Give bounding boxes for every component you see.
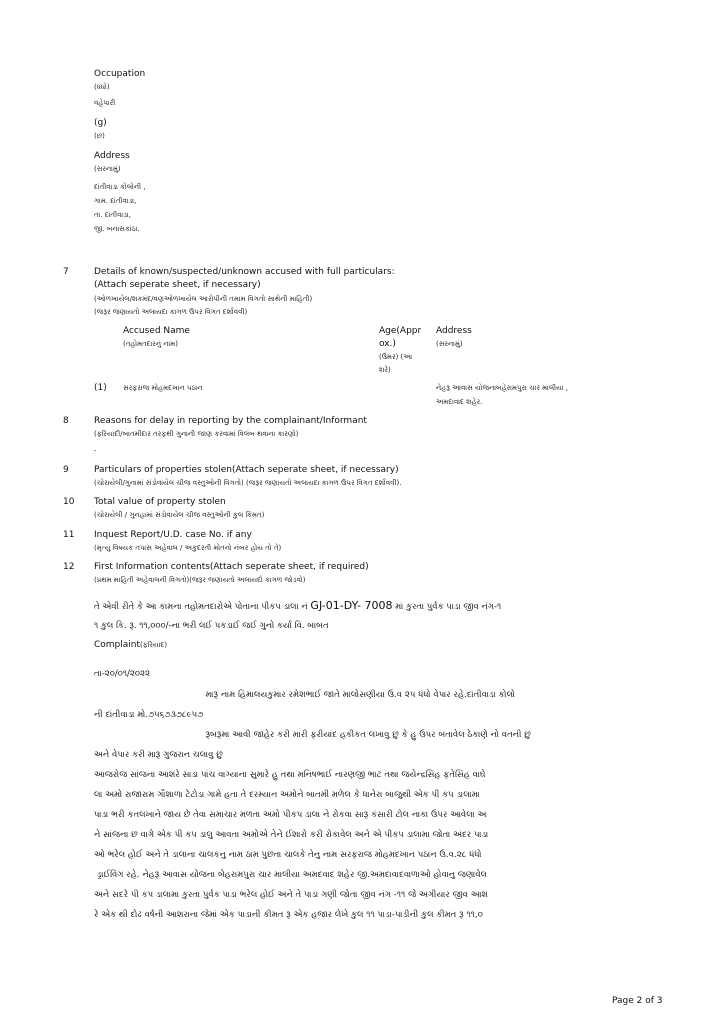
complaint-body-line: રે એક થી દોઢ વર્ષની આશરાના જેમાં એક પાડાની કીમત રૂ એક હજાર લેખે કુલ ૧૧ પાડા-પાડીની કુલ કીમત રૂ ૧૧,૦: [94, 909, 483, 919]
complaint-body-line: પાડા ભરી કતલખાને જાય છે તેવા સમાચાર મળતા અમો પીકપ ડાલા ને રોકવા સારૂ કંસારી ટોલ નાકા ઉપર આવેલા અ: [94, 809, 487, 819]
accused-name-header: Accused Name: [123, 326, 190, 336]
address-line: જી. બનાસકાંઠા.: [94, 225, 140, 233]
age-header: ox.): [379, 339, 396, 349]
section-8-value: -: [94, 447, 97, 455]
page-number: Page 2 of 3: [612, 996, 663, 1006]
section-8-number: 8: [63, 416, 69, 426]
age-header-gu: (ઉંમર) (આ: [379, 353, 413, 361]
accused-name: સરફરાજ મોહમદખાન પઠાન: [123, 384, 203, 392]
accused-address: નેહરૂ આવાસ યોજનાબહેરામપુરા ચાર માલીયા ,: [436, 384, 569, 392]
section-10-number: 10: [63, 497, 75, 507]
section-12-title: First Information contents(Attach seperate sheet, if required): [94, 562, 369, 572]
vehicle-number: GJ-01-DY- 7008: [310, 599, 393, 612]
occupation-value: વહેપારી: [94, 99, 116, 107]
accused-address: અમદાવાદ શહેર.: [436, 398, 483, 406]
section-9-gu: (ચોરાયેલી/ગુનામાં સંડોવાયેલ ચીજ વસ્તુઓની વિગતો) (જરૂર જણાયતો અલાયદા કાગળ ઉપર વિગત દર્શાવવી).: [94, 479, 402, 487]
section-12-number: 12: [63, 562, 75, 572]
complaint-body-line: ને સાંજના છ વાગે એક પી કપ ડાલુ આવતા અમોએ તેને ઈશારો કરી રોકાવેલ અને એ પીકપ ડાલામા જોતા અંદર પાડા: [94, 829, 489, 839]
section-8-gu: (ફરિયાદી/બાતમીદાર તરફથી ગુનાની જાણ કરવામાં વિલંબ થવાના કારણો): [94, 430, 299, 438]
accused-name-header-gu: (તહોમતદારનું નામ): [123, 340, 178, 348]
age-header-gu: શરે): [379, 366, 391, 374]
fir-summary-pre: તે એવી રીતે કે આ કામના તહોમતદારોએ પોતાના પીકપ ડાલા નં: [94, 602, 308, 612]
section-7-gu-2: (જરૂર જણાયતો અલાયદા કાગળ ઉપર વિગત દર્શાવવી): [94, 308, 248, 316]
complaint-body-line: ઓ ભરેલ હોઈ અને તે ડાલાના ચાલકનુ નામ ઠામ પુછતા ચાલકે તેનુ નામ સરફરાજ મોહમદખાન પઠાન ઉ.વ.૨૮ ધંધો: [94, 849, 482, 859]
fir-summary-line-1: [94, 599, 501, 613]
complaint-body-line: ડ્રાઈવિંગ રહે. નેહરૂ આવાસ યોજના બેહરામપુરા ચાર માલીયા અમદવાદ શહેર જી.અમદાવાદવાળાઓ હોવાનુ જણાવેલ: [94, 869, 488, 879]
section-7-gu-1: (ઓળખાયેલ/શકમંદ/વણઓળખાયેલ આરોપીની તમામ વિગતો સાથેની માહિતી): [94, 295, 313, 303]
address-line: ગામ. દાંતીવાડા,: [94, 197, 137, 205]
complaint-body-line: લા અમો રાજારામ ગૌશાળા ટેટોડા ગામે હતા તે દરમ્યાન અમોને બાતમી મળેલ કે ધાનેરા બાજુથી એક પી કપ ડાલામા: [94, 789, 480, 799]
complaint-body-line: અને વેપાર કરી મારૂ ગુજરાન ચલાવુ છુ: [94, 749, 223, 759]
age-header: Age(Appr: [379, 326, 422, 336]
g-field-label-gu: (છ): [94, 132, 105, 140]
section-10-gu: (ચોરાયેલી / ગુનહામાં સંડોવાયેલ ચીજ વસ્તુઓની કુલ કિંમત): [94, 511, 265, 519]
complaint-date: તા-૨૦/૦૧/૨૦૨૨: [94, 669, 150, 679]
occupation-label-gu: (ધંધો): [94, 83, 110, 91]
complaint-body: [94, 684, 694, 924]
section-7-subtitle: (Attach seperate sheet, if necessary): [94, 280, 261, 290]
complaint-label-gu: (ફરિયાદ): [140, 641, 168, 649]
complaint-body-line: અને સદરે પી કપ ડાલામા કુરતા પુર્વક પાડા ભરેલ હોઈ અને તે પાડા ગણી જોતા જીવ નંગ -૧૧ જે અગીયાર જીવ આશ: [94, 889, 488, 899]
section-9-title: Particulars of properties stolen(Attach seperate sheet, if necessary): [94, 465, 399, 475]
address-header: Address: [436, 326, 472, 336]
complaint-body-line: આજરોજ સાંજના આશરે સાડા પાંચ વાગ્યાના સુમારે હુ તથા મનિષભાઈ નારણજી ભાટ તથા જયેન્દ્રસિંહ ફતેસિંહ વાઘે: [94, 769, 486, 779]
section-9-number: 9: [63, 465, 69, 475]
section-10-title: Total value of property stolen: [94, 497, 226, 507]
complaint-label: [94, 640, 167, 651]
section-12-gu: (પ્રથમ માહિતી અહેવાલની વિગતો)(જરૂર જણાયતો અલાયદો કાગળ જોડવો): [94, 576, 306, 584]
section-11-number: 11: [63, 530, 75, 540]
accused-index: (1): [94, 383, 107, 393]
section-7-title: Details of known/suspected/unknown accused with full particulars:: [94, 267, 395, 277]
address-label: Address: [94, 151, 130, 161]
address-header-gu: (સરનામું): [436, 340, 463, 348]
occupation-label: Occupation: [94, 69, 146, 79]
complaint-label-en: Complaint: [94, 640, 141, 650]
complaint-body-line: મારૂ નામ હિમાલયકુમાર રમેશભાઈ જાતે માલોસણીયા ઉ.વ ૨૫ ધંધો વેપાર રહે.દાંતીવાડા કોલો: [94, 689, 516, 699]
section-11-title: Inquest Report/U.D. case No. if any: [94, 530, 252, 540]
section-11-gu: (મૃત્યુ વિષયક તપાસ અહેવાલ / અકુદરતી મોતનો નંબર હોય તો તે): [94, 544, 282, 552]
section-7-number: 7: [63, 267, 69, 277]
address-label-gu: (સરનામું): [94, 165, 121, 173]
fir-summary-post: માં કુરતા પુર્વક પાડા જીવ નંગ-૧: [395, 602, 502, 612]
section-8-title: Reasons for delay in reporting by the complainant/Informant: [94, 416, 367, 426]
complaint-body-line: રૂબરૂમા આવી જાહેર કરી મારી ફરીયાદ હકીકત લખાવુ છુ કે હુ ઉપર બતાવેલ ઠેકાણે નો વતની છુ: [94, 729, 531, 739]
fir-summary-line-2: ૧ કુલ કિ. રૂ. ૧૧,૦૦૦/-ના ભરી લઈ પકડાઈ જઈ ગુનો કર્યા વિ. બાબત: [94, 621, 329, 631]
g-field-label: (g): [94, 118, 107, 128]
address-line: દાંતીવાડા કોલોની ,: [94, 183, 146, 191]
complaint-body-line: ની દાંતીવાડા મો.૭૫૬૭૩૭૮૯૫૭: [94, 709, 204, 719]
address-line: તા. દાંતીવાડા,: [94, 211, 131, 219]
